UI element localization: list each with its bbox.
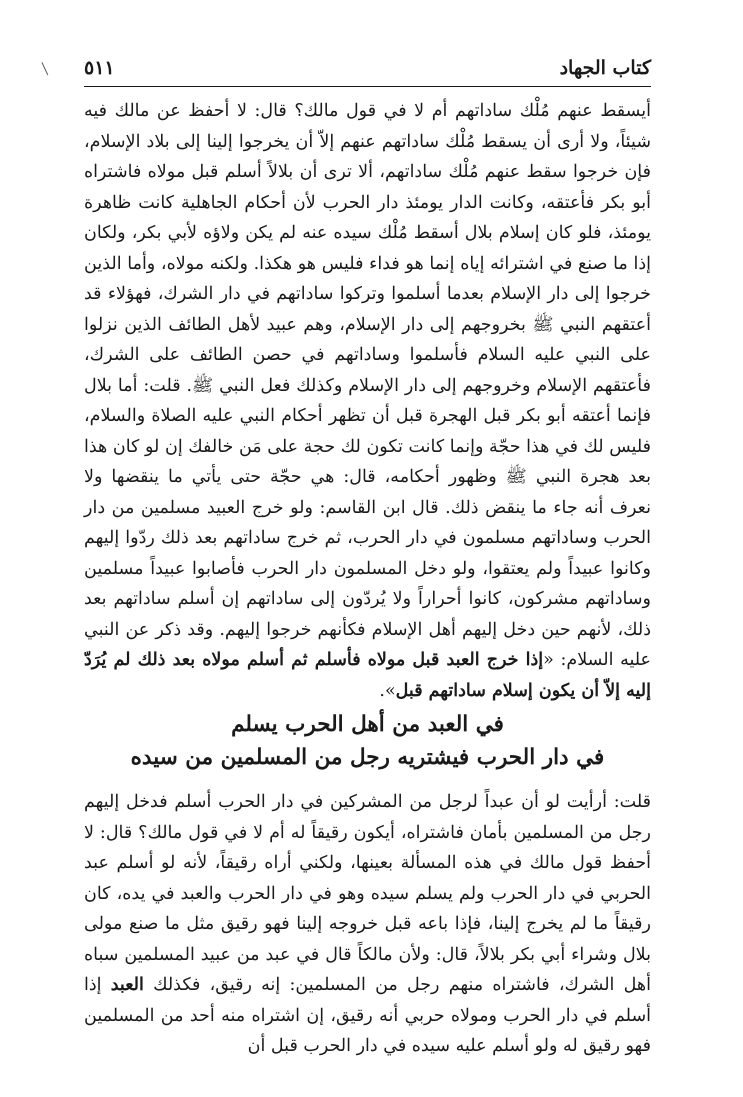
body-paragraph-2 — [84, 787, 651, 1062]
running-title: كتاب الجهاد — [559, 57, 651, 79]
section-heading — [84, 708, 651, 774]
section-heading-line-2: في دار الحرب فيشتريه رجل من المسلمين من سيده — [130, 745, 605, 770]
body-paragraph-1 — [84, 96, 651, 706]
page-header — [84, 55, 651, 89]
paragraph-text — [84, 96, 651, 706]
paragraph-text-end: ». — [379, 680, 396, 701]
header-rule — [84, 86, 651, 87]
page-corner-mark — [41, 59, 55, 75]
section-heading-line-1: في العبد من أهل الحرب يسلم — [231, 712, 504, 737]
paragraph-text-end: إذا أسلم في دار الحرب ومولاه حربي أنه رقيق، إن اشتراه منه أحد من المسلمين فهو رقيق له ولو أسلم عليه سيده في دار الحرب قبل أن — [84, 975, 651, 1056]
page-number: ٥١١ — [84, 57, 115, 79]
hadith-quote: إذا خرج العبد قبل مولاه فأسلم ثم أسلم مولاه بعد ذلك لم يُرَدّ إليه إلاّ أن يكون إسلام ساداتهم قبل — [84, 650, 651, 701]
paragraph-text-part: أيسقط عنهم مُلْك ساداتهم أم لا في قول مالك؟ قال: لا أحفظ عن مالك فيه شيئاً، ولا أرى أن يسقط مُلْك ساداتهم عنهم إلاّ أن يخرجوا إلينا إلى بلاد الإسلام، فإن خرجوا سقط عنهم مُلْك ساداتهم، ألا ترى أن بلالاً أسلم قبل مولاه فاشتراه أبو بكر فأعتقه، وكانت الدار يومئذ دار الحرب لأن أحكام الجاهلية كانت ظاهرة يومئذ، فلو كان إسلام بلال أسقط مُلْك سيده عنه لم يكن ولاؤه لأبي بكر، ولكان إذا ما صنع في اشترائه إياه إنما هو فداء فليس هو هكذا. ولكنه مولاه، وأما الذين خرجوا إلى دار الإسلام بعدما أسلموا وتركوا ساداتهم في دار الشرك، فهؤلاء قد أعتقهم النبي ﷺ بخروجهم إلى دار الإسلام، وهم عبيد لأهل الطائف الذين نزلوا على النبي عليه السلام فأسلموا وساداتهم في حصن الطائف على الشرك، فأعتقهم الإسلام وخروجهم إلى دار الإسلام وكذلك فعل النبي ﷺ. قلت: أما بلال فإنما أعتقه أبو بكر قبل الهجرة قبل أن تظهر أحكام النبي عليه الصلاة والسلام، فليس لك في هذا حجّة وإنما كانت تكون لك حجة على مَن خالفك إن لو كان هذا بعد هجرة النبي ﷺ وظهور أحكامه، قال: هي حجّة حتى يأتي ما ينقضها ولا نعرف أنه جاء ما ينقض ذلك. قال ابن القاسم: ولو خرج العبيد مسلمين من دار الحرب وساداتهم مسلمون في دار الحرب، ثم خرج ساداتهم بعد ذلك ردّوا إليهم وكانوا عبيداً ولم يعتقوا، ولو دخل المسلمون دار الحرب فأصابوا عبيداً مسلمين وساداتهم مشركون، كانوا أحراراً ولا يُردّون إلى ساداتهم إن أسلم ساداتهم بعد ذلك، لأنهم حين دخل إليهم أهل الإسلام فكأنهم خرجوا إليهم. وقد ذكر عن النبي عليه السلام: « — [84, 101, 651, 670]
paragraph-text-part: قلت: أرأيت لو أن عبداً لرجل من المشركين في دار الحرب أسلم فدخل إليهم رجل من المسلمين بأمان فاشتراه، أيكون رقيقاً له أم لا في قول مالك؟ قال: لا أحفظ قول مالك في هذه المسألة بعينها، ولكني أراه رقيقاً، لأنه لو أسلم عبد الحربي في دار الحرب ولم يسلم سيده وهو في دار الحرب والعبد في يده، كان رقيقاً ما لم يخرج إلينا، فإذا باعه قبل خروجه إلينا فهو رقيق مثل ما صنع مولى بلال وشراء أبي بكر بلالاً، قال: ولأن مالكاً قال في عبد من عبيد المسلمين سباه أهل الشرك، فاشتراه منهم رجل من المسلمين: إنه رقيق، فكذلك — [84, 792, 651, 995]
emphasized-word: العبد — [110, 975, 144, 995]
paragraph-text — [84, 787, 651, 1062]
